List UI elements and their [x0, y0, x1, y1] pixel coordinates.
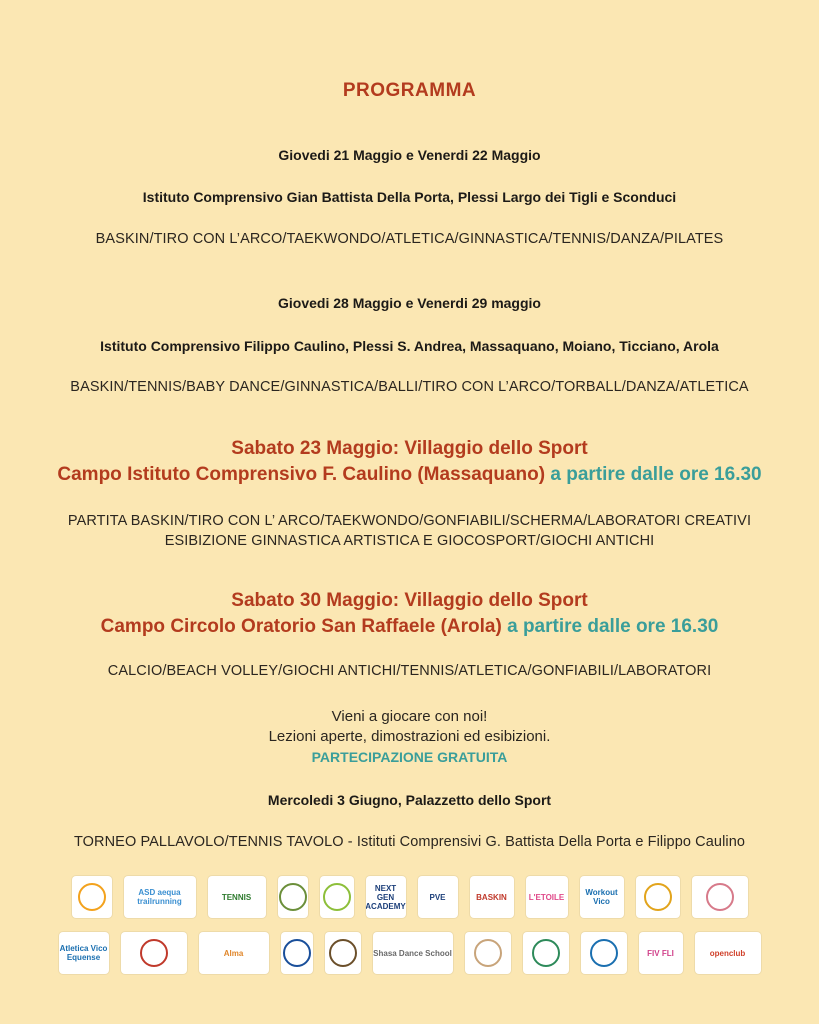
sponsor-logo-text: TENNIS — [221, 892, 252, 902]
sponsor-logo — [72, 876, 112, 918]
sponsor-logo-text: PVE — [429, 892, 446, 902]
sponsor-logo — [121, 932, 187, 974]
sponsor-logo — [465, 932, 511, 974]
event1-activities — [0, 511, 819, 551]
sponsor-logo-mark — [532, 939, 560, 967]
sponsor-logo — [366, 876, 406, 918]
sponsor-logo-text: Shasa Dance School — [373, 948, 452, 958]
block2-date: Giovedi 28 Maggio e Venerdi 29 maggio — [278, 295, 541, 311]
block3-activities: TORNEO PALLAVOLO/TENNIS TAVOLO - Istituti Comprensivi G. Battista Della Porta e Filippo Caulino — [73, 834, 746, 850]
event1-time: a partire dalle ore 16.30 — [550, 464, 762, 485]
sponsor-logo-text: BASKIN — [476, 892, 507, 902]
sponsor-logos-row-2 — [0, 932, 819, 974]
event2-time: a partire dalle ore 16.30 — [507, 616, 719, 637]
sponsor-logo-text: NEXT GEN ACADEMY — [365, 883, 406, 911]
sponsor-logo-mark — [78, 883, 106, 911]
sponsor-logo-mark — [644, 883, 672, 911]
sponsor-logo — [636, 876, 680, 918]
event2-line2: Campo Circolo Oratorio San Raffaele (Arola) — [100, 616, 502, 637]
event2-line2-wrap — [0, 614, 819, 640]
sponsor-logo — [320, 876, 354, 918]
sponsor-logo — [470, 876, 514, 918]
sponsor-logo-text: Atletica Vico Equense — [59, 944, 108, 962]
sponsor-logo-mark — [706, 883, 734, 911]
free-participation: PARTECIPAZIONE GRATUITA — [311, 749, 508, 765]
event2-heading — [0, 588, 819, 640]
block1-date: Giovedi 21 Maggio e Venerdi 22 Maggio — [278, 147, 541, 163]
event1-activities-2: ESIBIZIONE GINNASTICA ARTISTICA E GIOCOSPORT/GIOCHI ANTICHI — [164, 533, 655, 549]
sponsor-logo-mark — [590, 939, 618, 967]
event2-line1: Sabato 30 Maggio: Villaggio dello Sport — [231, 590, 588, 611]
sponsor-logo-mark — [329, 939, 357, 967]
sponsor-logo-mark — [283, 939, 311, 967]
page-title: PROGRAMMA — [342, 80, 477, 101]
invite — [0, 707, 819, 767]
sponsor-logo — [523, 932, 569, 974]
sponsor-logo-text: Alma — [223, 948, 244, 958]
sponsor-logo — [124, 876, 196, 918]
event1-line2: Campo Istituto Comprensivo F. Caulino (Massaquano) — [57, 464, 546, 485]
sponsor-logo-text: ASD aequa trailrunning — [137, 888, 182, 906]
event1-heading — [0, 436, 819, 488]
block1-activities: BASKIN/TIRO CON L’ARCO/TAEKWONDO/ATLETICA/GINNASTICA/TENNIS/DANZA/PILATES — [95, 231, 724, 247]
sponsor-logo-mark — [474, 939, 502, 967]
sponsor-logo-mark — [140, 939, 168, 967]
sponsor-logo-text: FIV FLI — [647, 948, 674, 958]
event1-activities-1: PARTITA BASKIN/TIRO CON L’ ARCO/TAEKWONDO/GONFIABILI/SCHERMA/LABORATORI CREATIVI — [67, 513, 752, 529]
sponsor-logo-mark — [323, 883, 351, 911]
block2-activities: BASKIN/TENNIS/BABY DANCE/GINNASTICA/BALLI/TIRO CON L’ARCO/TORBALL/DANZA/ATLETICA — [70, 379, 749, 395]
sponsor-logo-mark — [279, 883, 307, 911]
sponsor-logo — [59, 932, 109, 974]
block1-school: Istituto Comprensivo Gian Battista Della Porta, Plessi Largo dei Tigli e Sconduci — [142, 189, 677, 205]
sponsor-logo — [526, 876, 568, 918]
sponsor-logo — [373, 932, 453, 974]
event2-activities: CALCIO/BEACH VOLLEY/GIOCHI ANTICHI/TENNIS/ATLETICA/GONFIABILI/LABORATORI — [107, 663, 712, 679]
sponsor-logo — [639, 932, 683, 974]
sponsor-logo-text: L'ETOILE — [528, 892, 565, 902]
sponsor-logo — [199, 932, 269, 974]
block3-date: Mercoledi 3 Giugno, Palazzetto dello Sport — [267, 792, 552, 808]
sponsor-logo-text: openclub — [709, 948, 746, 958]
sponsor-logo — [695, 932, 761, 974]
sponsor-logo-text: Workout Vico — [585, 888, 618, 906]
sponsor-logo — [278, 876, 308, 918]
sponsor-logo — [418, 876, 458, 918]
sponsor-logo — [281, 932, 313, 974]
block2-school: Istituto Comprensivo Filippo Caulino, Plessi S. Andrea, Massaquano, Moiano, Ticciano, Arola — [100, 338, 719, 354]
event1-line2-wrap — [0, 462, 819, 488]
sponsor-logos-row-1 — [0, 876, 819, 918]
sponsor-logo — [580, 876, 624, 918]
sponsor-logo — [325, 932, 361, 974]
sponsor-logo — [692, 876, 748, 918]
invite-line2: Lezioni aperte, dimostrazioni ed esibizioni. — [268, 728, 551, 745]
sponsor-logo — [208, 876, 266, 918]
invite-line1: Vieni a giocare con noi! — [331, 708, 488, 725]
sponsor-logo — [581, 932, 627, 974]
event1-line1: Sabato 23 Maggio: Villaggio dello Sport — [231, 438, 588, 459]
